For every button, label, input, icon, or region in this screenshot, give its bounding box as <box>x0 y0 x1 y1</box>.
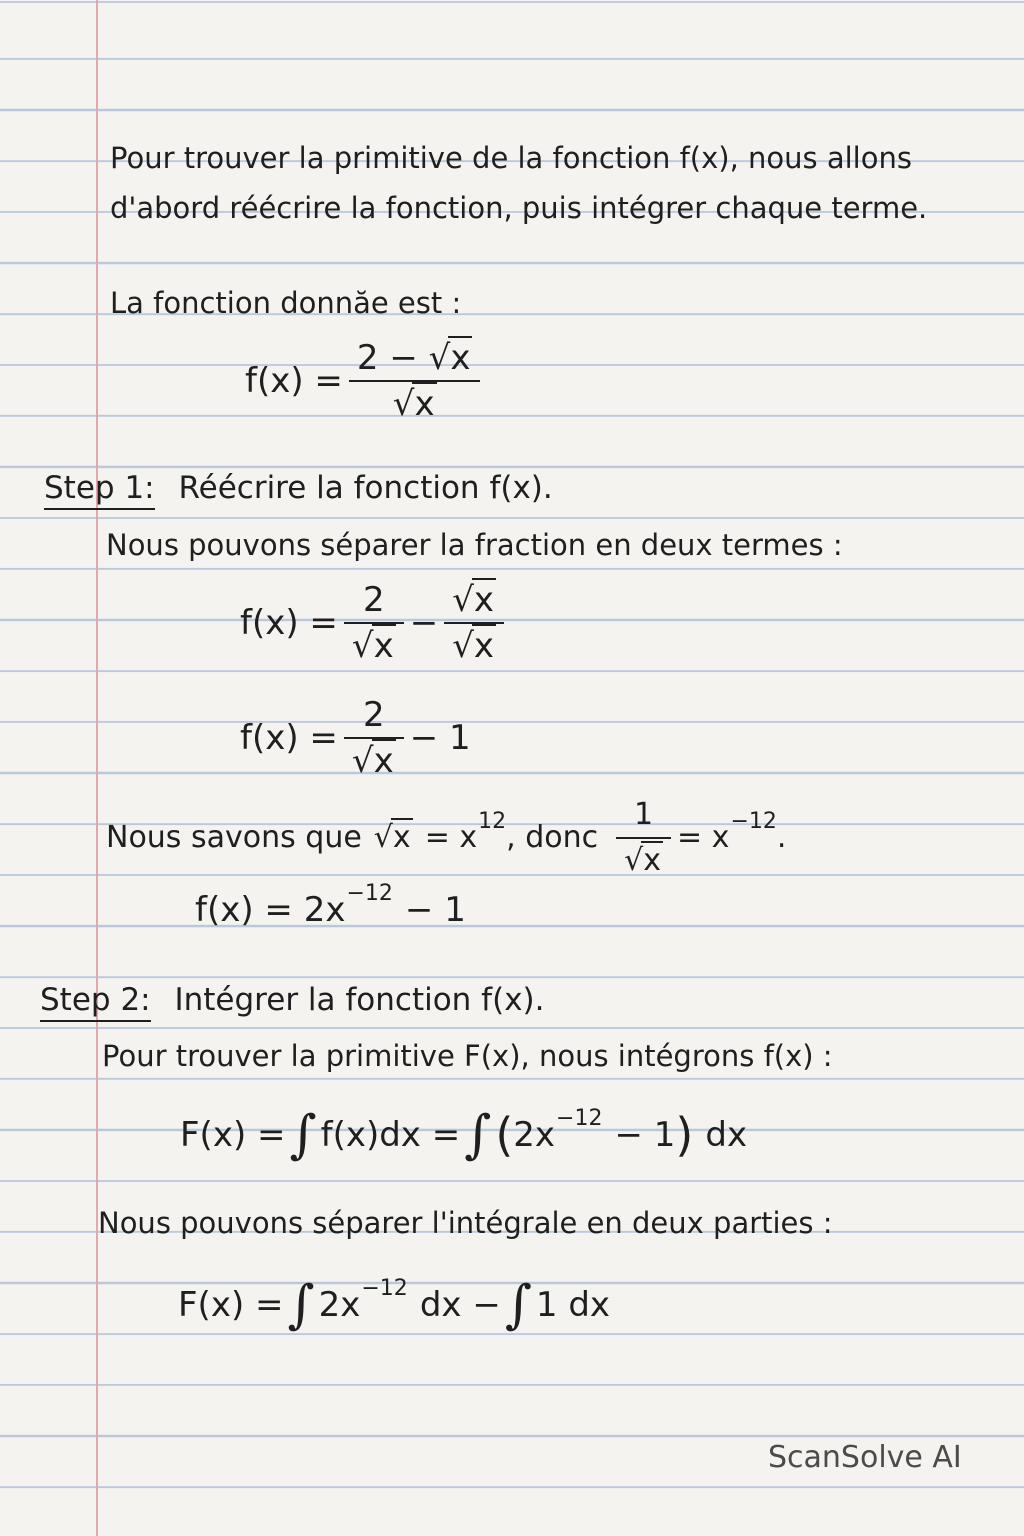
given-den-radicand: x <box>414 384 435 424</box>
step1-eq3-exp: −12 <box>346 881 393 906</box>
step2-text2: Nous pouvons séparer l'intégrale en deux parties : <box>98 1206 833 1240</box>
step2-word: Step <box>40 982 111 1018</box>
step1-eq1-num2: x <box>473 580 495 620</box>
given-equation <box>245 338 486 424</box>
known-exp: 12 <box>478 809 507 834</box>
step2-eq2 <box>178 1275 611 1335</box>
step1-eq2-num: 2 <box>363 695 385 735</box>
step1-eq2-lhs: f(x) = <box>240 718 338 758</box>
step1-word: Step <box>44 470 115 506</box>
integral-symbol-3: ∫ <box>287 1275 315 1335</box>
known-prefix: Nous savons que <box>106 820 362 855</box>
step2-eq1-mid: f(x)dx = <box>320 1115 461 1155</box>
open-paren: ( <box>495 1108 514 1162</box>
step1-eq1-minus: − <box>409 603 439 643</box>
step1-text: Nous pouvons séparer la fraction en deux termes : <box>106 528 843 562</box>
step1-eq2-tail: − 1 <box>409 718 471 758</box>
step2-eq1-inner: 2x <box>513 1115 556 1155</box>
step1-eq3 <box>195 881 466 930</box>
step2-text1: Pour trouver la primitive F(x), nous intégrons f(x) : <box>102 1039 833 1073</box>
given-fraction: $\frac{2 - √x}{√x}$ <box>349 338 481 424</box>
step2-eq1 <box>180 1105 748 1165</box>
known-mid: , donc <box>506 820 599 855</box>
given-den-sqrt: √ <box>392 384 415 424</box>
known-result-exp: −12 <box>730 809 777 834</box>
step1-eq1: f(x) = $\frac{2}{√x}$ − $\frac{√x}{√x}$ <box>240 580 510 666</box>
close-paren: ) <box>675 1108 694 1162</box>
step1-heading <box>44 470 553 506</box>
step1-eq3-tail: − 1 <box>404 890 466 930</box>
margin-line <box>96 0 98 1536</box>
known-end: . <box>776 820 787 855</box>
step1-eq3-lhs: f(x) = 2x <box>195 890 346 930</box>
step2-eq2-t1: 2x <box>318 1285 361 1325</box>
step1-known-identity: Nous savons que √x = x 12 , donc $\frac{1}{√x}$ = x −12 . <box>106 797 787 878</box>
step2-eq2-t1b: dx − <box>419 1285 501 1325</box>
known-num: 1 <box>634 797 654 832</box>
known-result: = x <box>677 820 730 855</box>
integral-symbol-1: ∫ <box>289 1105 317 1165</box>
step2-eq2-lhs: F(x) = <box>178 1285 284 1325</box>
integral-symbol-4: ∫ <box>504 1275 532 1335</box>
step1-eq2: f(x) = $\frac{2}{√x}$ − 1 <box>240 695 471 781</box>
step1-title: Réécrire la fonction f(x). <box>178 470 553 506</box>
step2-eq2-t2: 1 dx <box>535 1285 611 1325</box>
step2-eq1-dx: dx <box>705 1115 748 1155</box>
given-num: 2 − <box>356 338 429 378</box>
step1-number: 1: <box>124 470 155 506</box>
step2-eq1-exp: −12 <box>556 1106 603 1131</box>
integral-symbol-2: ∫ <box>464 1105 492 1165</box>
given-label: La fonction donnăe est : <box>110 286 462 320</box>
intro-line-2: d'abord réécrire la fonction, puis intégrer chaque terme. <box>110 191 928 225</box>
step2-number: 2: <box>120 982 151 1018</box>
step2-title: Intégrer la fonction f(x). <box>174 982 545 1018</box>
step1-eq1-lhs: f(x) = <box>240 603 338 643</box>
given-lhs: f(x) = <box>245 361 343 401</box>
known-eq: = x <box>424 820 478 855</box>
step2-eq2-exp: −12 <box>361 1276 408 1301</box>
watermark-logo: ScanSolve AI <box>768 1440 962 1475</box>
step1-eq1-num1: 2 <box>363 580 385 620</box>
step2-eq1-inner2: − 1 <box>614 1115 676 1155</box>
given-num-radicand: x <box>450 338 471 378</box>
step2-eq1-lhs: F(x) = <box>180 1115 286 1155</box>
intro-line-1: Pour trouver la primitive de la fonction f(x), nous allons <box>110 141 912 175</box>
step2-heading <box>40 982 545 1018</box>
